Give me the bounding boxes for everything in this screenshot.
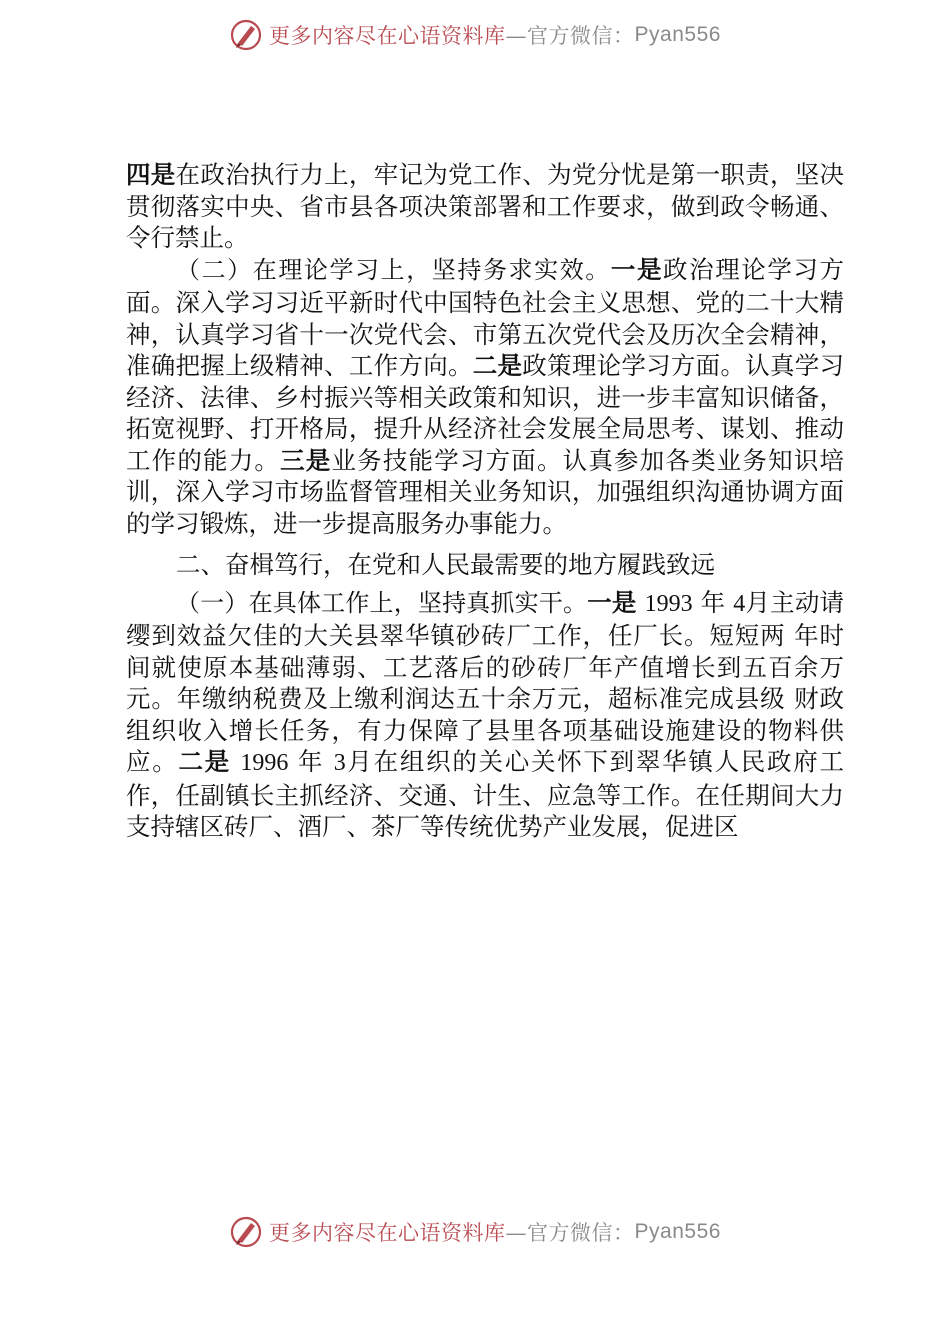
year-1996: 1996 bbox=[240, 750, 289, 776]
watermark-wechat-id: Pyan556 bbox=[634, 1220, 721, 1243]
watermark-side-text: —官方微信： bbox=[505, 24, 635, 48]
paragraph-text: 政策理论学习方面。认真学习经济、法律、乡村振兴等相关政策和知识，进一步丰富知识储备，拓宽视野、打开格局，提升从经济社会发展全局思考、谋划、推动工作的能力。 bbox=[126, 351, 845, 475]
watermark-wechat-id: Pyan556 bbox=[634, 23, 721, 46]
sub-heading-work: （一）在具体工作上，坚持真抓实干。 bbox=[176, 590, 588, 617]
watermark-main-text: 更多内容尽在心语资料库 bbox=[269, 1221, 506, 1245]
year-1993: 1993 bbox=[644, 590, 693, 617]
month-3: 3 bbox=[333, 750, 346, 776]
paragraph-text: 月在组织的关心关怀下到翠华镇人民政府工作，任副镇长主抓经济、交通、计生、应急等工作。在任期间大力支持辖区砖厂、酒厂、茶厂等传统优势产业发展，促进区 bbox=[126, 747, 844, 841]
lead-two: 二是 bbox=[472, 351, 523, 380]
watermark-side-text: —官方微信： bbox=[505, 1221, 635, 1245]
lead-three: 三是 bbox=[280, 445, 332, 475]
footer-watermark bbox=[0, 1215, 950, 1249]
paragraph-text: 政治理论学习方面。深入学习习近平新时代中国特色社会主义思想、党的二十大精神，认真学习省十一次党代会、市第五次党代会及历次全会精神，准确把握上级精神、工作方向。 bbox=[126, 254, 845, 380]
paragraph-text: 年 bbox=[700, 587, 726, 617]
lead-four: 四是 bbox=[126, 160, 176, 189]
watermark-main-text: 更多内容尽在心语资料库 bbox=[269, 24, 506, 48]
section-heading-two: 二、奋楫笃行，在党和人民最需要的地方履践致远 bbox=[176, 550, 715, 579]
lead-one: 一是 bbox=[587, 587, 637, 617]
pen-logo-icon bbox=[229, 1215, 263, 1249]
lead-two: 二是 bbox=[178, 747, 231, 776]
paragraph-text: 年 bbox=[297, 747, 325, 776]
paragraph-text: 月主动请缨到效益欠佳的大关县翠华镇砂砖厂工作，任厂长。短短两 年时间就使原本基础薄弱、工艺落后的砂砖厂年产值增长到五百余万元。年缴纳税费及上缴利润达五十余万元，超标准完成县级 财政组织收入增长任务，有力保障了县里各项基础设施建设的物料供应。 bbox=[126, 587, 845, 776]
lead-one: 一是 bbox=[610, 254, 664, 284]
document-body bbox=[126, 159, 844, 843]
paragraph-text: 在政治执行力上，牢记为党工作、为党分忧是第一职责，坚决贯彻落实中央、省市县各项决策部署和工作要求，做到政令畅通、令行禁止。 bbox=[126, 160, 845, 252]
month-4: 4 bbox=[733, 590, 746, 617]
header-watermark bbox=[0, 18, 950, 52]
paragraph-concrete-work bbox=[126, 587, 844, 843]
paragraph-political-execution bbox=[126, 159, 844, 254]
sub-heading-theory: （二）在理论学习上，坚持务求实效。 bbox=[176, 257, 611, 284]
paragraph-text: 业务技能学习方面。认真参加各类业务知识培训，深入学习市场监督管理相关业务知识，加强组织沟通协调方面的学习锻炼，进一步提高服务办事能力。 bbox=[126, 445, 845, 538]
pen-logo-icon bbox=[229, 18, 263, 52]
paragraph-theory-study bbox=[126, 254, 844, 540]
